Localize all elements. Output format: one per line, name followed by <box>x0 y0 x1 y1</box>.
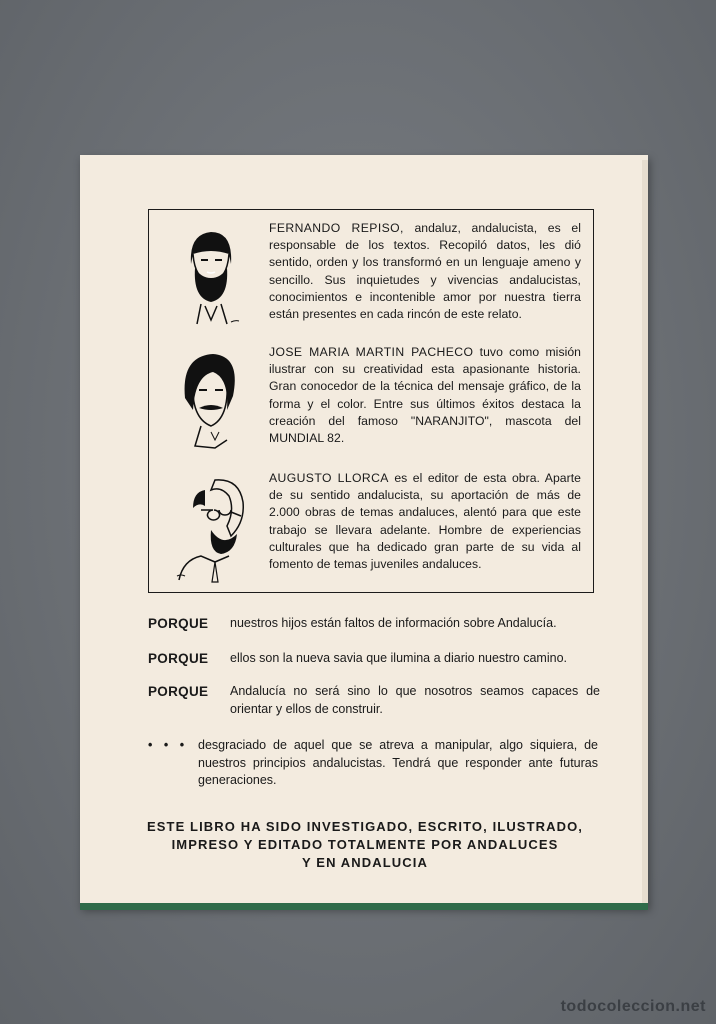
bio-fernando-repiso <box>269 220 581 323</box>
portrait-jose-maria-martin-pacheco <box>171 348 249 452</box>
author-text: es el editor de esta obra. Aparte de su sentido andalucista, su aportación de más de 2.000 obras de temas andaluces, alentó para que este trabajo se llevara adelante. Hombre de experiencias culturales que ha dedicado gran parte de su vida al fomento de temas juveniles andaluces. <box>269 471 581 572</box>
porque-text: ellos son la nueva savia que ilumina a diario nuestro camino. <box>230 651 567 665</box>
porque-keyword: PORQUE <box>148 684 209 699</box>
footer-line-2: IMPRESO Y EDITADO TOTALMENTE POR ANDALUCES <box>171 837 559 852</box>
porque-text: Andalucía no será sino lo que nosotros seamos capaces de orientar y ellos de construir. <box>230 684 600 716</box>
watermark-logo <box>561 998 706 1016</box>
porque-keyword: PORQUE <box>148 651 209 666</box>
porque-statement-3 <box>148 683 600 716</box>
footer-note <box>100 818 630 872</box>
author-text: andaluz, andalucista, es el responsable de los textos. Recopiló datos, les dió sentido, orden y los transformó en un lenguaje ameno y sencillo. Sus inquietudes y vivencias andalucistas, conocimientos e incontenible amor por nuestra tierra están presentes en cada rincón de este relato. <box>269 221 581 322</box>
book-page-edge <box>642 160 648 905</box>
bio-jose-maria-martin-pacheco <box>269 344 581 447</box>
watermark-brand: todocoleccion <box>560 998 676 1015</box>
footer-line-1: ESTE LIBRO HA SIDO INVESTIGADO, ESCRITO, ILUSTRADO, <box>146 819 584 834</box>
closing-dots: • • • <box>148 738 189 752</box>
porque-keyword: PORQUE <box>148 616 209 631</box>
porque-statement-1 <box>148 615 598 634</box>
portrait-fernando-repiso <box>171 224 249 328</box>
author-name: FERNANDO REPISO, <box>269 221 404 235</box>
author-text: tuvo como misión ilustrar con su creatividad esta apasionante historia. Gran conocedor de la técnica del mensaje gráfico, de la forma y el color. Entre sus últimos éxitos destaca la creación del famoso "NARANJITO", mascota del MUNDIAL 82. <box>269 345 581 446</box>
author-name: JOSE MARIA MARTIN PACHECO <box>269 345 474 359</box>
porque-text: nuestros hijos están faltos de información sobre Andalucía. <box>230 616 557 630</box>
bio-augusto-llorca <box>269 470 581 573</box>
author-name: AUGUSTO LLORCA <box>269 471 389 485</box>
book-bottom-edge <box>80 903 648 910</box>
footer-line-3: Y EN ANDALUCIA <box>302 855 428 870</box>
porque-statement-2 <box>148 650 598 669</box>
closing-text: desgraciado de aquel que se atreva a manipular, algo siquiera, de nuestros principios andalucistas. Tendrá que responder ante futuras generaciones. <box>198 738 598 787</box>
authors-box <box>148 209 594 593</box>
watermark-suffix: .net <box>675 998 706 1015</box>
portrait-augusto-llorca <box>171 472 255 584</box>
